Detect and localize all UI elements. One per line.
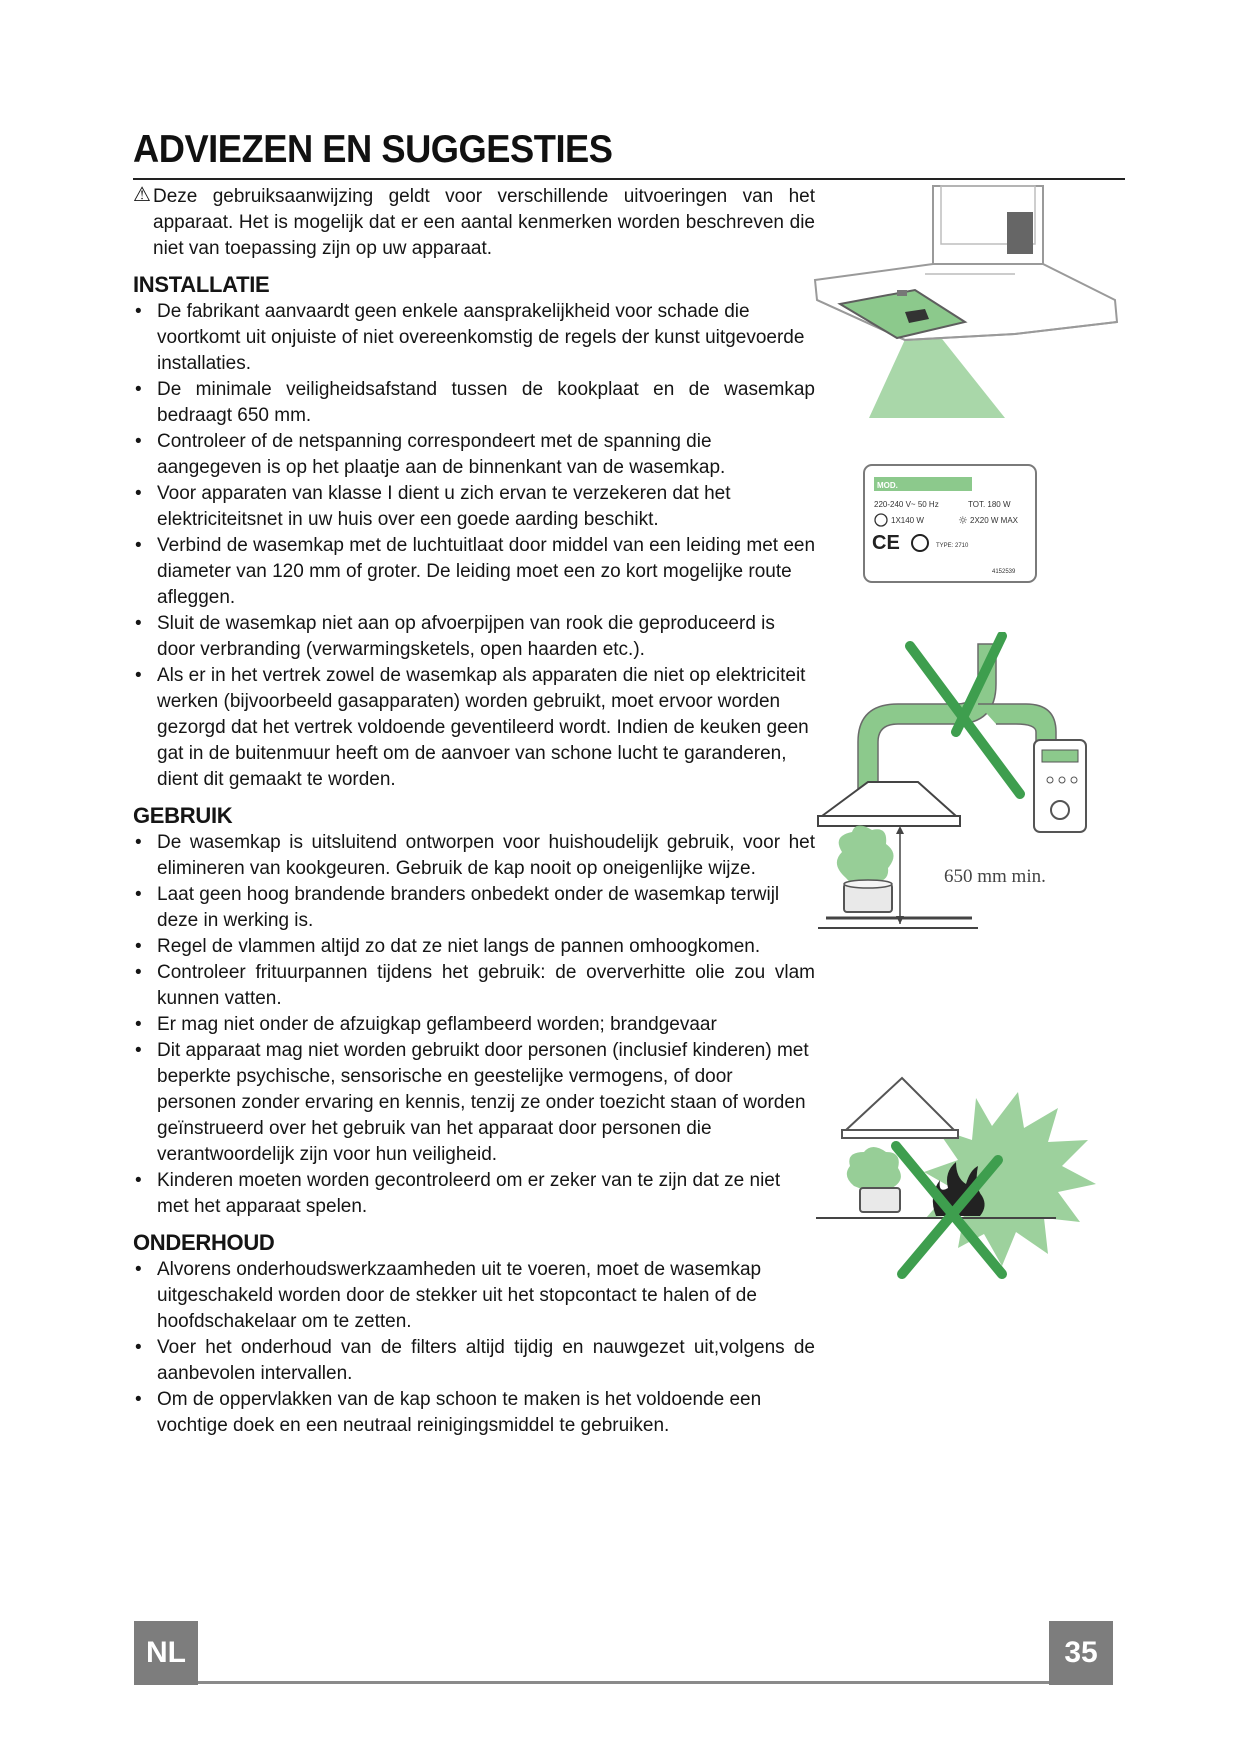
installatie-list <box>133 299 815 793</box>
rating-plate-total: TOT. 180 W <box>968 500 1011 509</box>
page-title: ADVIEZEN EN SUGGESTIES <box>133 128 613 171</box>
list-item: • De wasemkap is uitsluitend ontworpen voor huishoudelijk gebruik, voor het elimineren van kookgeuren. Gebruik de kap nooit op oneigenlijke wijze. <box>133 830 815 882</box>
list-item: • Controleer frituurpannen tijdens het gebruik: de oververhitte olie zou vlam kunnen vatten. <box>133 960 815 1012</box>
gebruik-list <box>133 830 815 1220</box>
intro-paragraph <box>133 184 815 262</box>
section-heading-installatie: INSTALLATIE <box>133 272 270 297</box>
list-item: • De fabrikant aanvaardt geen enkele aansprakelijkheid voor schade die voortkomt uit onjuiste of niet overeenkomstig de regels der kunst uitgevoerde installaties. <box>133 299 815 377</box>
rating-plate-model: MOD. <box>877 481 898 490</box>
hood-canopy <box>846 1078 954 1130</box>
flue-distance-illustration <box>806 632 1106 944</box>
section-heading-gebruik: GEBRUIK <box>133 803 233 828</box>
list-item: • Verbind de wasemkap met de luchtuitlaat door middel van een leiding met een diameter van 120 mm of groter. De leiding moet een zo kort mogelijke route afleggen. <box>133 533 815 611</box>
list-item: • Sluit de wasemkap niet aan op afvoerpijpen van rook die geproduceerd is door verbranding (verwarmingsketels, open haarden etc.). <box>133 611 815 663</box>
intro-text: Deze gebruiksaanwijzing geldt voor verschillende uitvoeringen van het apparaat. Het is mogelijk dat er een aantal kenmerken worden beschreven die niet van toepassing zijn op uw apparaat. <box>153 186 815 259</box>
rating-plate-type: TYPE: 2710 <box>936 543 969 549</box>
list-item: • Kinderen moeten worden gecontroleerd om er zeker van te zijn dat ze niet met het apparaat spelen. <box>133 1168 815 1220</box>
section-heading-onderhoud: ONDERHOUD <box>133 1230 275 1255</box>
list-item: • Als er in het vertrek zowel de wasemkap als apparaten die niet op elektriciteit werken (bijvoorbeeld gasapparaten) worden gebruikt, moet ervoor worden gezorgd dat het vertrek voldoende geventileerd wordt. Indien de keuken geen gat in de buitenmuur heeft om de aanvoer van schone lucht te garanderen, dient dit gemaakt te worden. <box>133 663 815 793</box>
title-rule <box>133 178 1125 180</box>
hood-filter-illustration <box>805 182 1125 422</box>
light-bulb-icon: ☼ <box>958 514 968 527</box>
rating-plate-lights: 2X20 W MAX <box>970 516 1019 525</box>
list-item: • Voer het onderhoud van de filters altijd tijdig en nauwgezet uit,volgens de aanbevolen intervallen. <box>133 1335 815 1387</box>
list-item: • Laat geen hoog brandende branders onbedekt onder de wasemkap terwijl deze in werking is. <box>133 882 815 934</box>
list-item: • Er mag niet onder de afzuigkap geflambeerd worden; brandgevaar <box>133 1012 815 1038</box>
list-item: • Regel de vlammen altijd zo dat ze niet langs de pannen omhoogkomen. <box>133 934 815 960</box>
list-item: • Alvorens onderhoudswerkzaamheden uit te voeren, moet de wasemkap uitgeschakeld worden door de stekker uit het stopcontact te halen of de hoofdschakelaar om te zetten. <box>133 1257 815 1335</box>
text-column <box>133 184 815 1439</box>
steam-cloud <box>837 825 894 886</box>
list-item: • Controleer of de netspanning correspondeert met de spanning die aangegeven is op het plaatje aan de binnenkant van de wasemkap. <box>133 429 815 481</box>
rating-plate-code: 4152539 <box>992 569 1016 575</box>
ce-mark-icon: CE <box>872 532 900 554</box>
rating-plate <box>862 463 1038 584</box>
distance-label: 650 mm min. <box>944 866 1046 887</box>
list-item: • Voor apparaten van klasse I dient u zich ervan te verzekeren dat het elektriciteitsnet in uw huis over een goede aarding beschikt. <box>133 481 815 533</box>
list-item: • Om de oppervlakken van de kap schoon te maken is het voldoende een vochtige doek en een neutraal reinigingsmiddel te gebruiken. <box>133 1387 815 1439</box>
rating-plate-voltage: 220-240 V~ 50 Hz <box>874 500 939 509</box>
footer-rule <box>198 1681 1049 1684</box>
warning-triangle-icon: ⚠ <box>133 184 151 206</box>
footer-page-number: 35 <box>1049 1621 1113 1685</box>
list-item: • De minimale veiligheidsafstand tussen de kookplaat en de wasemkap bedraagt 650 mm. <box>133 377 815 429</box>
rating-plate-motor: 1X140 W <box>891 516 924 525</box>
steam-cloud <box>847 1147 901 1192</box>
footer-language-badge: NL <box>134 1621 198 1685</box>
cooking-pot <box>860 1188 900 1212</box>
flambe-warning-illustration <box>806 1068 1106 1290</box>
onderhoud-list <box>133 1257 815 1439</box>
hood-canopy <box>822 782 956 816</box>
list-item: • Dit apparaat mag niet worden gebruikt door personen (inclusief kinderen) met beperkte psychische, sensorische en geestelijke vermogens, of door personen zonder ervaring en kennis, tenzij ze onder toezicht staan of worden geïnstrueerd over het gebruik van het apparaat door personen die verantwoordelijk zijn voor hun veiligheid. <box>133 1038 815 1168</box>
